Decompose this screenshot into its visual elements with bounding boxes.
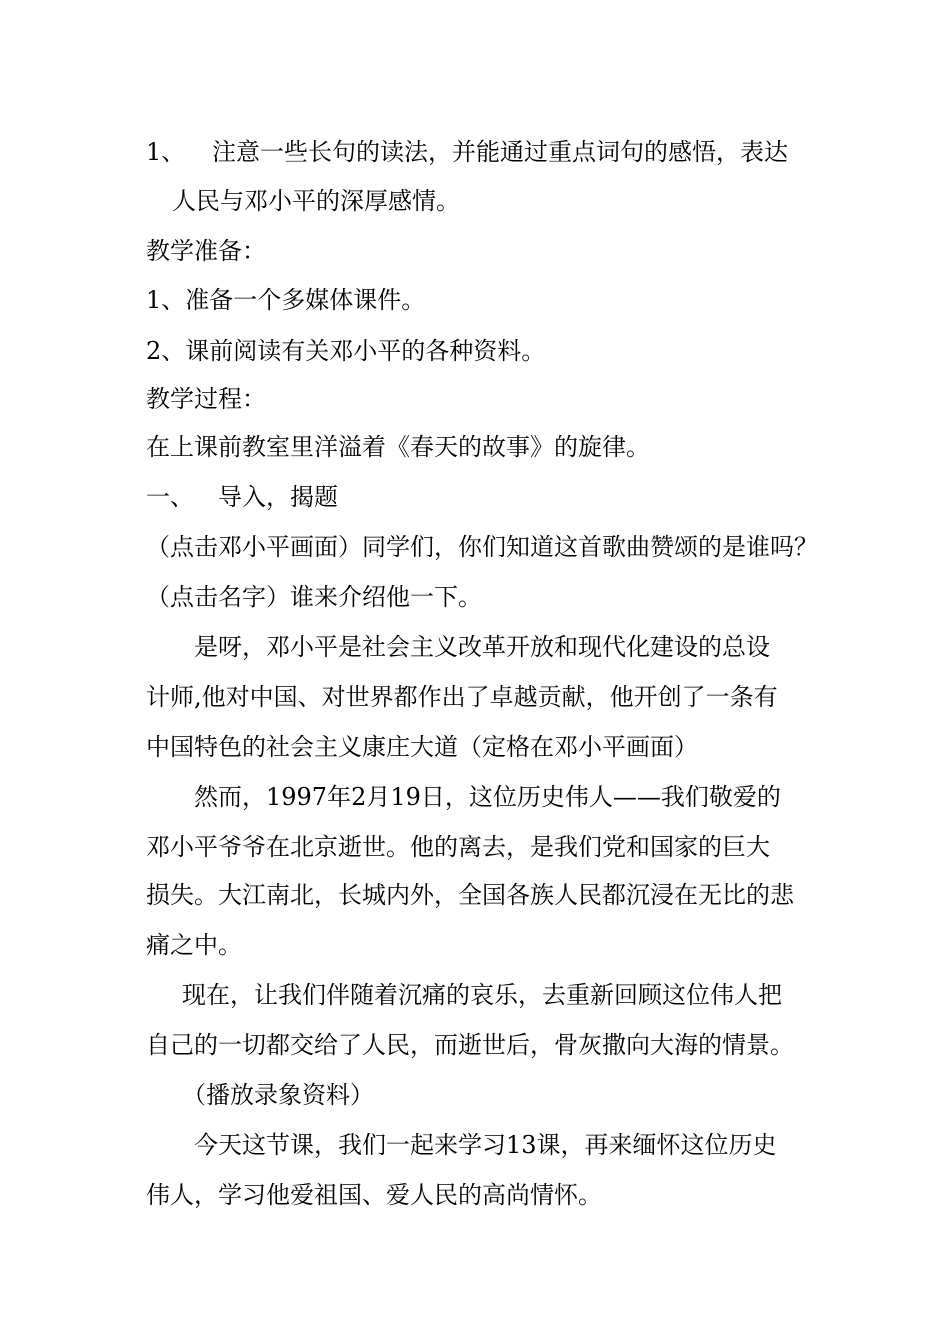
- paragraph-line: （播放录象资料）: [182, 1081, 374, 1109]
- paragraph-line: 损失。大江南北，长城内外，全国各族人民都沉浸在无比的悲: [146, 881, 794, 909]
- paragraph-line: （点击邓小平画面）同学们，你们知道这首歌曲赞颂的是谁吗？: [146, 533, 818, 561]
- preparation-item-2: 2、课前阅读有关邓小平的各种资料。: [146, 337, 546, 365]
- preparation-heading: 教学准备：: [146, 237, 266, 265]
- preparation-item-1: 1、准备一个多媒体课件。: [146, 286, 426, 314]
- objective-item-1-line-2: 人民与邓小平的深厚感情。: [172, 187, 460, 215]
- paragraph-line: 自己的一切都交给了人民，而逝世后，骨灰撒向大海的情景。: [146, 1031, 794, 1059]
- paragraph-line: 今天这节课，我们一起来学习13课，再来缅怀这位历史: [194, 1131, 777, 1159]
- process-intro: 在上课前教室里洋溢着《春天的故事》的旋律。: [146, 433, 650, 461]
- paragraph-line: 伟人，学习他爱祖国、爱人民的高尚情怀。: [146, 1181, 602, 1209]
- objective-item-1-line-1: [146, 137, 788, 167]
- paragraph-line: 痛之中。: [146, 931, 242, 959]
- paragraph-line: 是呀，邓小平是社会主义改革开放和现代化建设的总设: [194, 633, 770, 661]
- paragraph-line: 现在，让我们伴随着沉痛的哀乐，去重新回顾这位伟人把: [182, 981, 782, 1009]
- section-1-title: 导入，揭题: [218, 483, 338, 511]
- paragraph-line: 计师,他对中国、对世界都作出了卓越贡献，他开创了一条有: [146, 683, 778, 711]
- paragraph-line: 然而，1997年2月19日，这位历史伟人——我们敬爱的: [194, 783, 781, 811]
- paragraph-line: 邓小平爷爷在北京逝世。他的离去，是我们党和国家的巨大: [146, 833, 770, 861]
- paragraph-line: 中国特色的社会主义康庄大道（定格在邓小平画面）: [146, 733, 698, 761]
- objective-item-1-text: 注意一些长句的读法，并能通过重点词句的感悟，表达: [212, 138, 788, 166]
- paragraph-line: （点击名字）谁来介绍他一下。: [146, 583, 482, 611]
- section-1-number: 一、: [146, 483, 194, 511]
- process-heading: 教学过程：: [146, 385, 266, 413]
- objective-item-1-number: 1、: [146, 138, 186, 166]
- section-1-heading: [146, 482, 338, 512]
